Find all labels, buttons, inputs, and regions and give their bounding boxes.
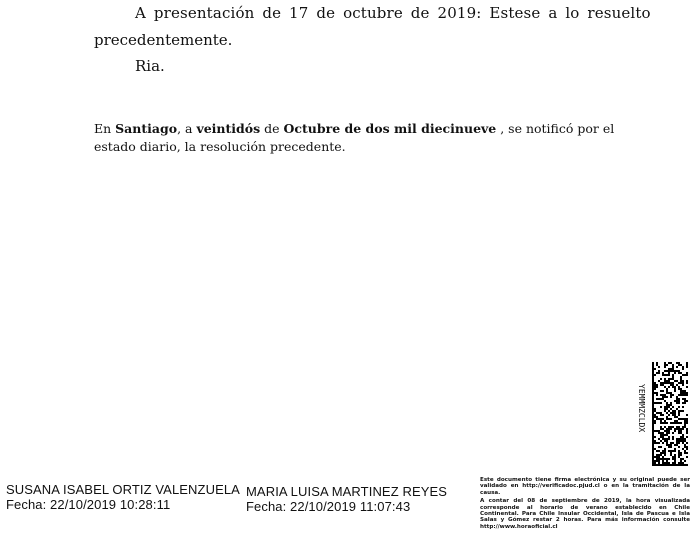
notification-text: de	[260, 121, 284, 136]
notification-day: veintidós	[196, 121, 261, 136]
notification-text: , se notificó por el	[496, 121, 615, 136]
electronic-signature-notice	[480, 477, 690, 532]
signer-1-name: SUSANA ISABEL ORTIZ VALENZUELA	[6, 482, 240, 497]
signer-2-date: Fecha: 22/10/2019 11:07:43	[246, 499, 411, 514]
signer-2-name: MARIA LUISA MARTINEZ REYES	[246, 484, 448, 499]
validation-notice: Este documento tiene firma electrónica y su original puede ser validado en http://verificadoc.pjud.cl o en la tramitación de la causa.	[480, 477, 690, 496]
signer-1-date: Fecha: 22/10/2019 10:28:11	[6, 497, 171, 512]
notification-text: , a	[177, 121, 197, 136]
timezone-notice: A contar del 08 de septiembre de 2019, la hora visualizada corresponde al horario de verano establecido en Chile Continental. Para Chile Insular Occidental, Isla de Pascua e Isla Salas y Gómez restar 2 horas. Para más información consulte http://www.horaoficial.cl	[480, 498, 690, 530]
resolution-text-line-1: A presentación de 17 de octubre de 2019: Estese a lo resuelto	[135, 4, 651, 22]
notification-line-2: estado diario, la resolución precedente.	[94, 139, 346, 154]
qr-code-icon	[652, 362, 688, 466]
notification-line-1	[94, 121, 614, 136]
notification-text: En	[94, 121, 116, 136]
verification-code: YEMMMZCLDX	[637, 384, 646, 433]
resolution-abbreviation: Ria.	[135, 57, 165, 75]
notification-city: Santiago	[115, 121, 178, 136]
resolution-text-line-2: precedentemente.	[94, 31, 233, 49]
notification-month-year: Octubre de dos mil diecinueve	[283, 121, 497, 136]
